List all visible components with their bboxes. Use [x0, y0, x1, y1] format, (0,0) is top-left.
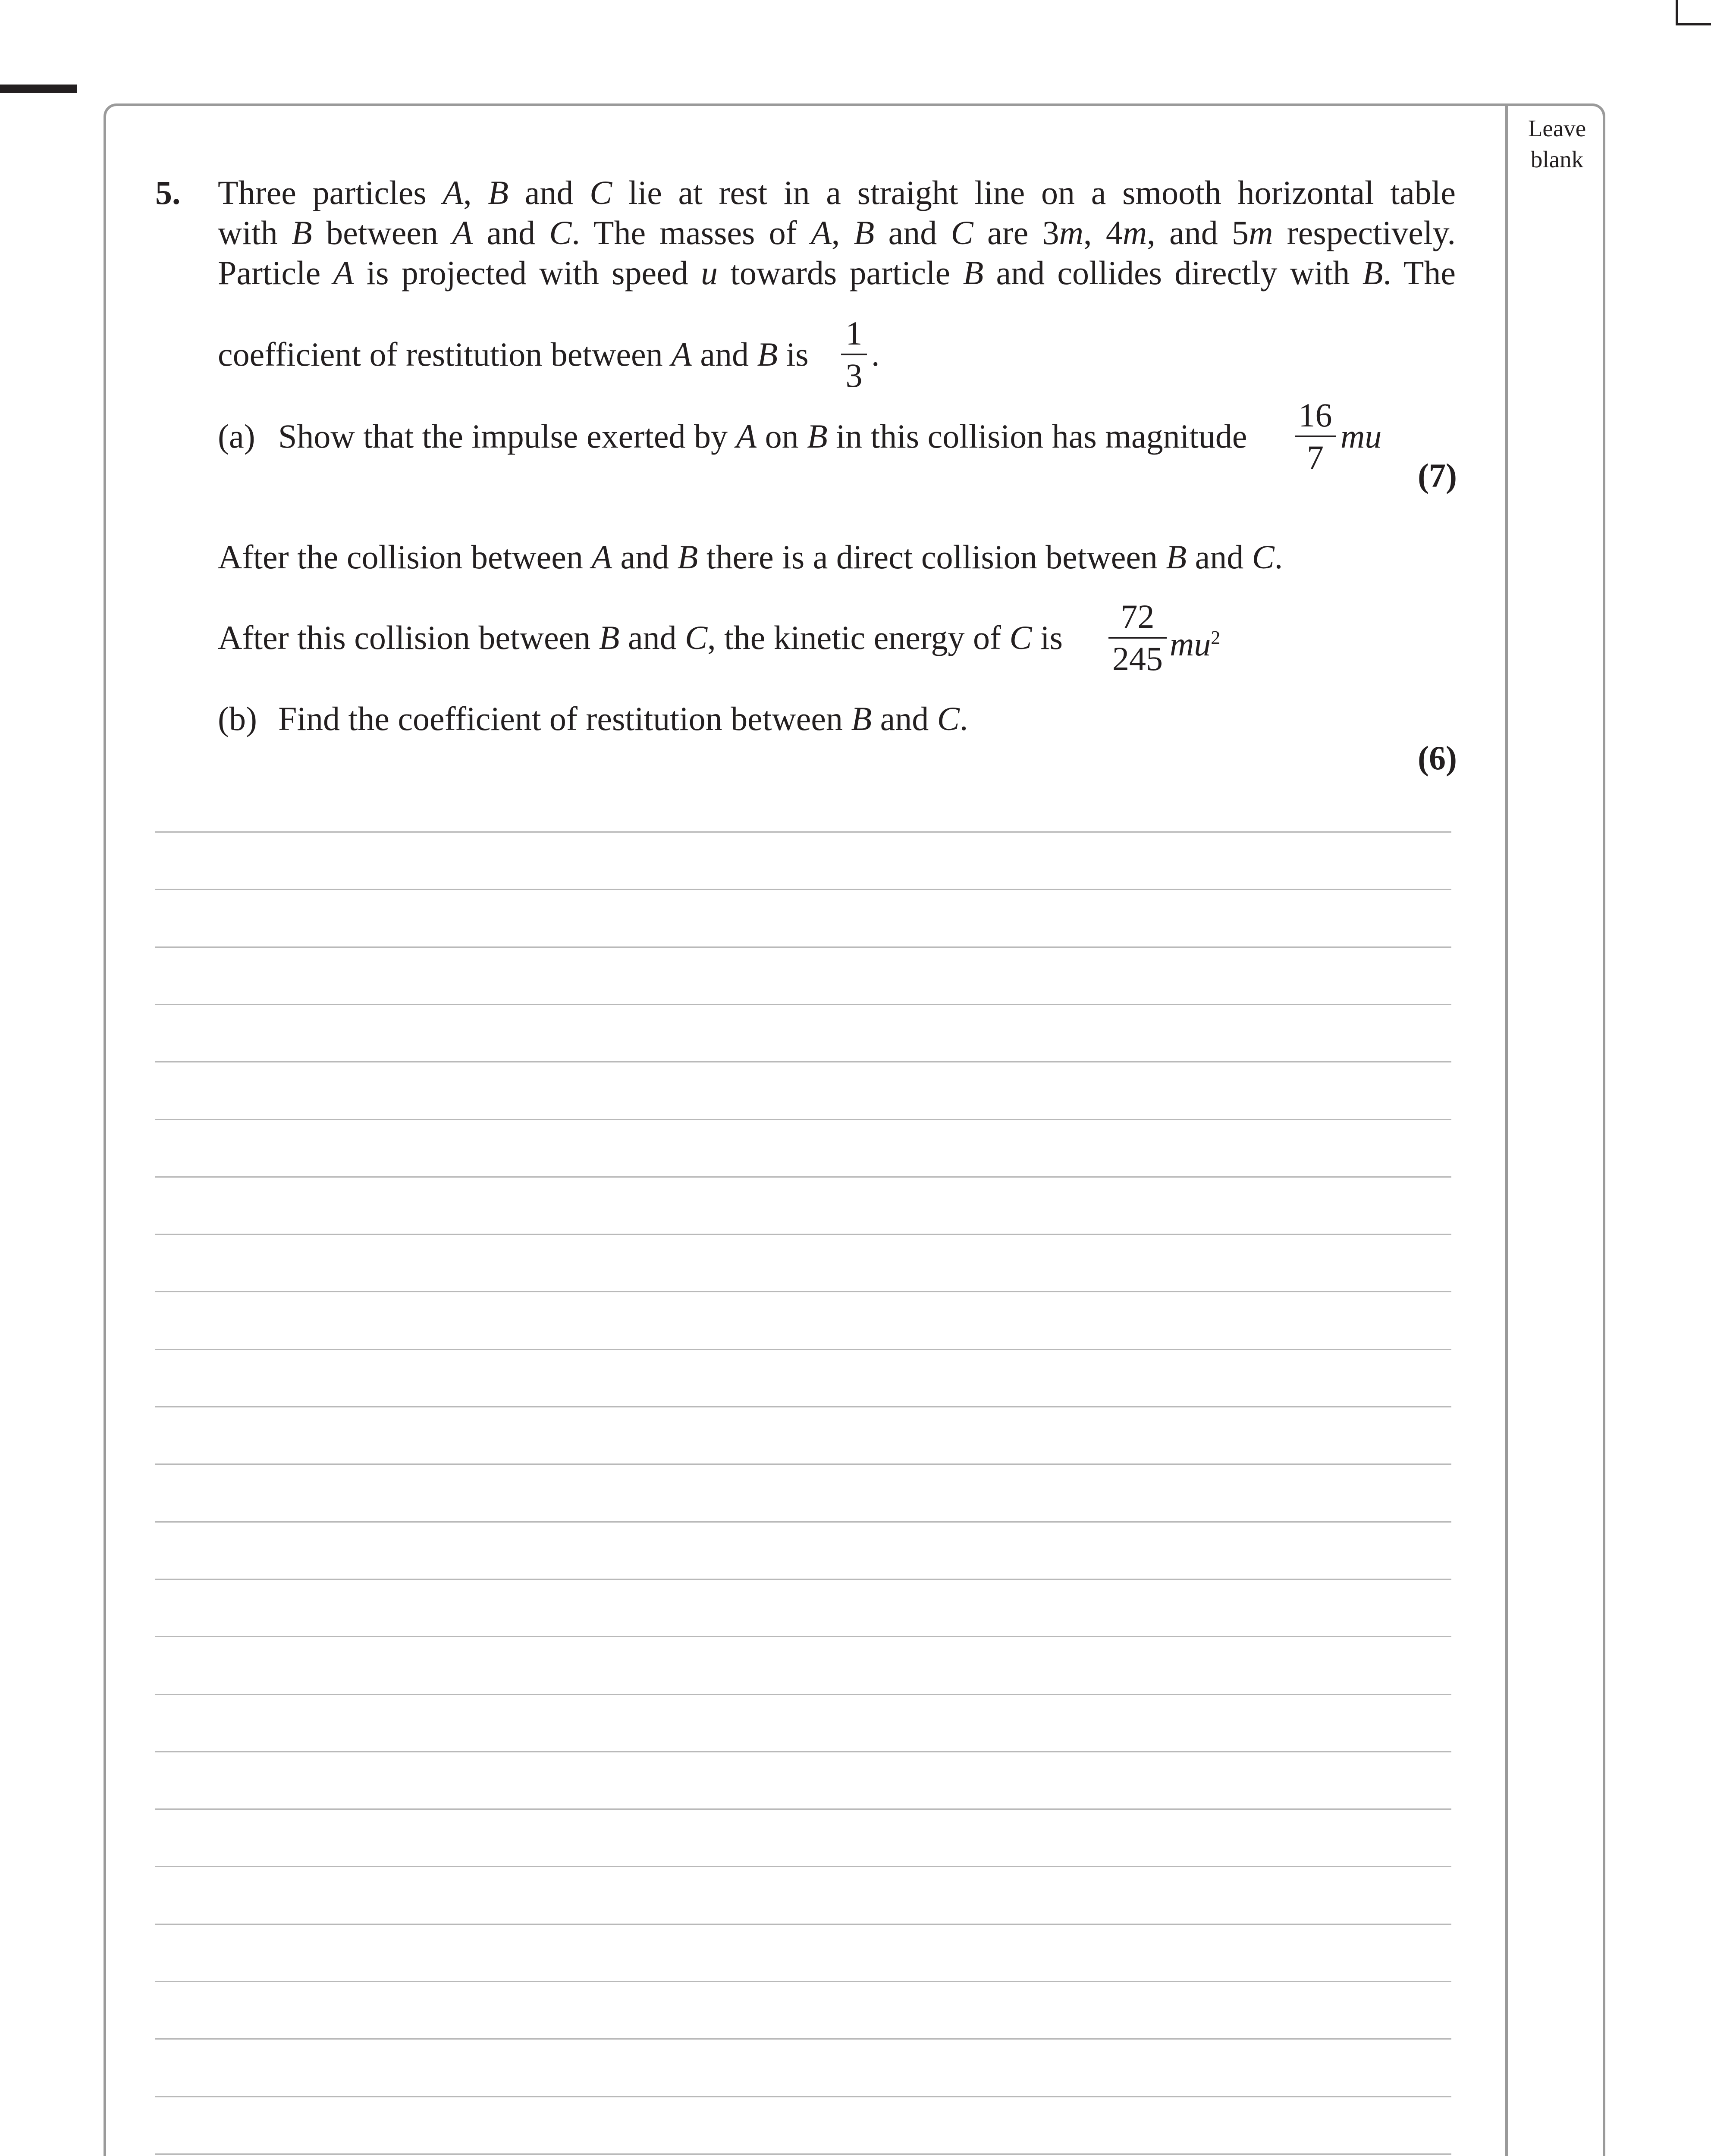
answer-line[interactable]: [155, 831, 1451, 833]
part-a-marks: (7): [1418, 457, 1457, 494]
registration-mark-top: [0, 85, 77, 93]
question-number: 5.: [155, 174, 181, 211]
answer-line[interactable]: [155, 1751, 1451, 1752]
part-a-label: (a): [218, 417, 255, 455]
kinetic-energy-after: $mu^2$: [1170, 625, 1221, 663]
answer-line[interactable]: [155, 1406, 1451, 1407]
answer-line[interactable]: [155, 2038, 1451, 2040]
question-line-3: Particle A is projected with speed u towards particle B and collides directly with B. The: [218, 254, 1456, 291]
answer-line[interactable]: [155, 1579, 1451, 1580]
restitution-fraction: 1 3: [841, 314, 867, 395]
leave-blank-label: Leave blank: [1528, 115, 1586, 172]
paragraph-1: After the collision between A and B there is a direct collision between B and C.: [218, 538, 1283, 576]
answer-line[interactable]: [155, 2096, 1451, 2097]
answer-line[interactable]: [155, 1924, 1451, 1925]
paragraph-2: After this collision between B and C, the kinetic energy of C is: [218, 619, 1063, 656]
part-b-label: (b): [218, 700, 257, 737]
line4-period: .: [871, 335, 880, 373]
answer-line[interactable]: [155, 1808, 1451, 1810]
answer-line[interactable]: [155, 1636, 1451, 1637]
question-line-2: with B between A and C. The masses of A, B and C are 3m, 4m, and 5m respectively.: [218, 214, 1456, 251]
answer-frame: [104, 103, 1605, 2156]
answer-line[interactable]: [155, 1463, 1451, 1465]
answer-line[interactable]: [155, 1176, 1451, 1178]
part-b-text: Find the coefficient of restitution between B and C.: [278, 700, 968, 737]
part-a-text: Show that the impulse exerted by A on B in this collision has magnitude: [278, 417, 1247, 455]
answer-line[interactable]: [155, 1291, 1451, 1292]
kinetic-energy-fraction: 72 245: [1108, 597, 1167, 678]
answer-line[interactable]: [155, 1694, 1451, 1695]
answer-line[interactable]: [155, 1981, 1451, 1982]
answer-line[interactable]: [155, 2153, 1451, 2155]
answer-line[interactable]: [155, 946, 1451, 948]
question-line-4: coefficient of restitution between A and B is: [218, 335, 809, 373]
crop-mark-top-right: [1676, 0, 1678, 25]
crop-mark-top-right-h: [1676, 23, 1711, 25]
answer-line[interactable]: [155, 1349, 1451, 1350]
answer-line[interactable]: [155, 1234, 1451, 1235]
part-b-marks: (6): [1418, 739, 1457, 777]
impulse-after: mu: [1341, 417, 1382, 455]
answer-line[interactable]: [155, 1866, 1451, 1867]
question-line-1: Three particles A, B and C lie at rest in a straight line on a smooth horizontal table: [218, 174, 1456, 211]
answer-line[interactable]: [155, 1119, 1451, 1120]
margin-divider: [1505, 105, 1508, 2156]
answer-line[interactable]: [155, 889, 1451, 890]
answer-line[interactable]: [155, 1061, 1451, 1062]
answer-line[interactable]: [155, 1004, 1451, 1005]
answer-line[interactable]: [155, 1521, 1451, 1523]
impulse-fraction: 16 7: [1295, 396, 1336, 477]
